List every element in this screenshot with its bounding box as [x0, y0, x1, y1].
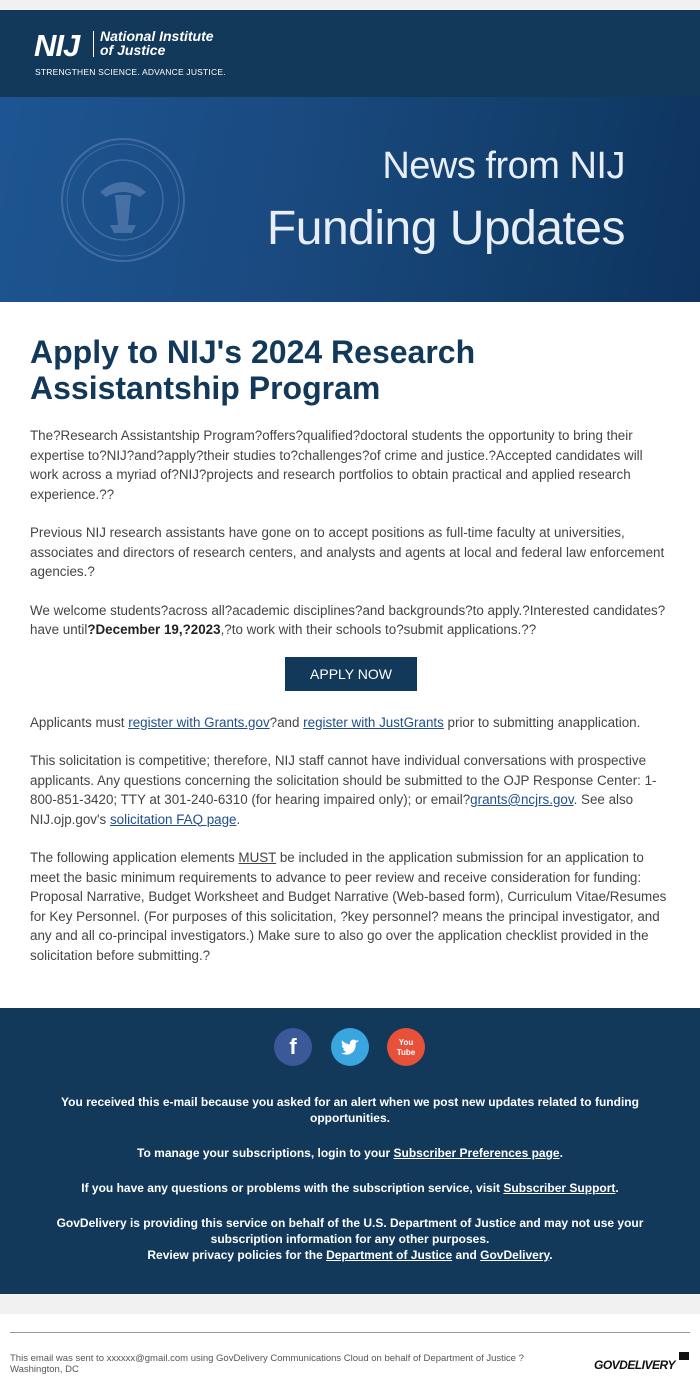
- paragraph-3: [30, 601, 672, 640]
- grants-gov-link[interactable]: register with Grants.gov: [128, 714, 270, 730]
- footer-line-2: [30, 1145, 670, 1161]
- footer-text: [30, 1094, 670, 1263]
- nij-header: [0, 10, 700, 97]
- para5-start: This solicitation is competitive; therefore, NIJ staff cannot have individual conversations with prospective applicants. Any questions concerning the solicitation should be submitted to the OJP Response Center: 1-800-851-3420; TTY at 301-240-6310 (for hearing impaired only); or email?: [30, 753, 657, 807]
- youtube-line1: You: [398, 1038, 414, 1047]
- doj-privacy-link[interactable]: Department of Justice: [326, 1248, 453, 1262]
- email-footer: [0, 1008, 700, 1294]
- govdelivery-logo-badge-icon: [679, 1352, 689, 1360]
- logo-divider: [93, 31, 94, 57]
- justgrants-link[interactable]: register with JustGrants: [303, 714, 444, 730]
- paragraph-4: [30, 713, 672, 733]
- grants-email-link[interactable]: grants@ncjrs.gov: [470, 792, 574, 807]
- footer-line5-start: Review privacy policies for the: [147, 1248, 327, 1262]
- paragraph-6: [30, 848, 672, 965]
- apply-now-button[interactable]: APPLY NOW: [285, 657, 417, 691]
- youtube-icon[interactable]: [387, 1028, 425, 1066]
- footer-line5-end: .: [549, 1248, 553, 1262]
- twitter-bird-icon: [339, 1036, 361, 1058]
- article-content: [30, 334, 672, 984]
- para5-mid: . See also NIJ.ojp.gov's: [30, 792, 634, 827]
- para3-start: We welcome students?across all?academic disciplines?and backgrounds?to apply.?Interested candidates?have until: [30, 602, 666, 637]
- logo-name-line1: National Institute: [100, 28, 214, 44]
- footer-line-3: [30, 1180, 670, 1196]
- twitter-icon[interactable]: [331, 1028, 369, 1066]
- footer-line5-mid: and: [452, 1248, 481, 1262]
- logo-tagline: STRENGTHEN SCIENCE. ADVANCE JUSTICE.: [35, 67, 226, 77]
- subscriber-support-link[interactable]: Subscriber Support: [503, 1181, 616, 1195]
- doj-seal-icon: [60, 137, 186, 263]
- footer-divider: [10, 1332, 690, 1333]
- footer-line3-end: .: [615, 1181, 619, 1195]
- footer-line-4: GovDelivery is providing this service on behalf of the U.S. Department of Justice and may not use your subscription information for any other purposes.: [56, 1216, 644, 1246]
- para4-end: prior to submitting anapplication.: [443, 714, 641, 730]
- paragraph-1: The?Research Assistantship Program?offers?qualified?doctoral students the opportunity to bring their expertise to?NIJ?and?apply?their studies to?challenges?of crime and justice.?Accepted candidates will work across a myriad of?NIJ?projects and research portfolios to obtain practical and applied research experience.??: [30, 428, 643, 502]
- logo-name: [100, 29, 214, 57]
- footer-line-1: You received this e-mail because you asked for an alert when we post new updates related to funding opportunities.: [61, 1095, 639, 1125]
- para4-start: Applicants must: [30, 714, 129, 730]
- social-links: [0, 1028, 700, 1068]
- banner-news-title: News from NIJ: [382, 145, 625, 187]
- banner-funding-title: Funding Updates: [266, 202, 625, 255]
- para6-start: The following application elements: [30, 850, 239, 865]
- nij-logo[interactable]: NIJ: [34, 28, 80, 63]
- faq-link[interactable]: solicitation FAQ page: [109, 811, 237, 827]
- must-emphasis: MUST: [238, 850, 277, 865]
- para6-end: be included in the application submission for an application to meet the basic minimum requirements to advance to peer review and receive consideration for funding: Proposal Narrative, Budget Worksheet and Budget Narrative (Web-based form), Curriculum Vitae/Resumes for Key Personnel. (For purposes of this solicitation, ?key personnel? means the principal investigator, and any and all co-principal investigators.) Make sure to also go over the application checklist provided in the solicitation before submitting.?: [30, 850, 667, 963]
- bottom-strip: [0, 1294, 700, 1314]
- youtube-line2: Tube: [396, 1048, 416, 1057]
- deadline-date: ?December 19,?2023: [87, 622, 221, 637]
- hero-banner: [0, 97, 700, 302]
- govdelivery-privacy-link[interactable]: GovDelivery: [480, 1248, 550, 1262]
- para3-end: ,?to work with their schools to?submit applications.??: [220, 622, 537, 637]
- apply-button-wrap: [30, 657, 672, 691]
- subscriber-preferences-link[interactable]: Subscriber Preferences page: [393, 1146, 560, 1160]
- facebook-icon[interactable]: f: [274, 1028, 312, 1066]
- top-strip: [0, 0, 700, 10]
- logo-name-line2: of Justice: [100, 42, 166, 58]
- paragraph-2: Previous NIJ research assistants have gone on to accept positions as full-time faculty at universities, associates and directors of research centers, and analysts and agents at local and federal law enforcement agencies.?: [30, 525, 665, 579]
- article-title: Apply to NIJ's 2024 Research Assistantship Program: [30, 334, 476, 406]
- footer-line3-start: If you have any questions or problems with the subscription service, visit: [81, 1181, 504, 1195]
- govdelivery-logo[interactable]: GOVDELIVERY: [594, 1358, 675, 1372]
- para4-mid: ?and: [269, 714, 304, 730]
- para5-end: .: [236, 811, 241, 827]
- fineprint-text: This email was sent to xxxxxx@gmail.com using GovDelivery Communications Cloud on behalf of Department of Justice ? Washington, DC: [10, 1353, 524, 1375]
- footer-line2-start: To manage your subscriptions, login to your: [137, 1146, 394, 1160]
- footer-line2-end: .: [559, 1146, 563, 1160]
- footer-line-5: [30, 1247, 670, 1263]
- paragraph-5: [30, 751, 672, 829]
